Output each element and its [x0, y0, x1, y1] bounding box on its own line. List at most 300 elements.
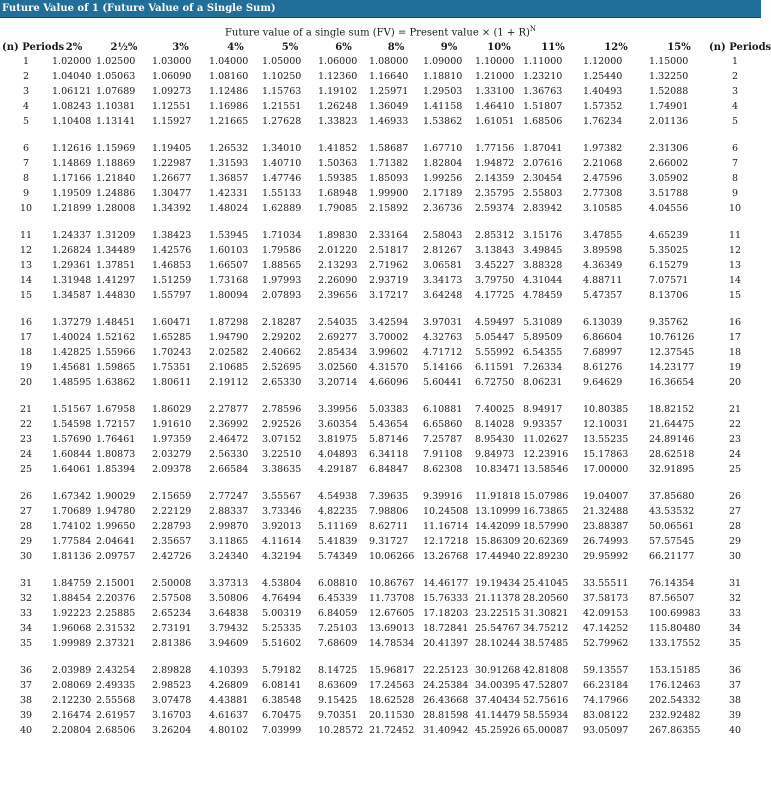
period-cell-right: 21	[728, 404, 742, 415]
period-cell: 3	[22, 86, 30, 97]
table-row	[0, 288, 761, 303]
value-cell: 9.39916	[423, 491, 463, 502]
value-cell: 2.22129	[152, 506, 192, 517]
value-cell: 17.00000	[583, 464, 629, 475]
value-cell: 52.79962	[583, 638, 629, 649]
value-cell: 12.17218	[423, 536, 469, 547]
table-body	[0, 54, 761, 738]
value-cell: 15.96817	[369, 665, 415, 676]
value-cell: 3.02560	[318, 362, 358, 373]
value-cell: 4.66096	[369, 377, 409, 388]
row-group-spacer	[0, 651, 761, 663]
table-row	[0, 606, 761, 621]
period-cell-right: 25	[728, 464, 742, 475]
period-cell-right: 23	[728, 434, 742, 445]
value-cell: 1.19405	[152, 143, 192, 154]
table-row	[0, 201, 761, 216]
value-cell: 2.88337	[209, 506, 249, 517]
value-cell: 1.16640	[369, 71, 409, 82]
period-cell-right: 26	[728, 491, 742, 502]
value-cell: 1.60471	[152, 317, 192, 328]
value-cell: 3.05902	[649, 173, 689, 184]
value-cell: 2.81386	[152, 638, 192, 649]
value-cell: 10.83471	[475, 464, 521, 475]
period-cell-right: 11	[728, 230, 742, 241]
period-cell: 26	[19, 491, 33, 502]
value-cell: 2.14359	[475, 173, 515, 184]
value-cell: 10.86767	[369, 578, 415, 589]
value-cell: 74.17966	[583, 695, 629, 706]
value-cell: 32.91895	[649, 464, 695, 475]
value-cell: 2.66002	[649, 158, 689, 169]
value-cell: 1.21551	[262, 101, 302, 112]
value-cell: 1.94780	[96, 506, 136, 517]
value-cell: 17.18203	[423, 608, 469, 619]
value-cell: 1.92223	[52, 608, 92, 619]
value-cell: 1.52088	[649, 86, 689, 97]
period-cell: 35	[19, 638, 33, 649]
value-cell: 1.36857	[209, 173, 249, 184]
value-cell: 2.20376	[96, 593, 136, 604]
value-cell: 1.70243	[152, 347, 192, 358]
value-cell: 1.37851	[96, 260, 136, 271]
period-cell: 17	[19, 332, 33, 343]
value-cell: 1.41852	[318, 143, 358, 154]
value-cell: 1.97359	[152, 434, 192, 445]
period-cell-right: 35	[728, 638, 742, 649]
value-cell: 34.75212	[523, 623, 569, 634]
value-cell: 2.03279	[152, 449, 192, 460]
value-cell: 1.73168	[209, 275, 249, 286]
value-cell: 1.59865	[96, 362, 136, 373]
value-cell: 8.95430	[475, 434, 515, 445]
formula-exponent: N	[529, 25, 537, 33]
value-cell: 1.42331	[209, 188, 249, 199]
table-row	[0, 186, 761, 201]
value-cell: 20.41397	[423, 638, 469, 649]
value-cell: 47.14252	[583, 623, 629, 634]
period-cell: 24	[19, 449, 33, 460]
value-cell: 1.88454	[52, 593, 92, 604]
value-cell: 37.40434	[475, 695, 521, 706]
value-cell: 1.44830	[96, 290, 136, 301]
value-cell: 4.10393	[209, 665, 249, 676]
value-cell: 5.11169	[318, 521, 358, 532]
value-cell: 1.10408	[52, 116, 92, 127]
value-cell: 1.90029	[96, 491, 136, 502]
value-cell: 2.85434	[318, 347, 358, 358]
table-row	[0, 678, 761, 693]
value-cell: 6.84059	[318, 608, 358, 619]
value-cell: 4.54938	[318, 491, 358, 502]
value-cell: 1.29361	[52, 260, 92, 271]
value-cell: 1.40493	[583, 86, 623, 97]
table-row	[0, 504, 761, 519]
value-cell: 9.93357	[523, 419, 563, 430]
table-row	[0, 99, 761, 114]
value-cell: 2.56330	[209, 449, 249, 460]
value-cell: 2.36736	[423, 203, 463, 214]
value-cell: 20.62369	[523, 536, 569, 547]
value-cell: 18.82152	[649, 404, 695, 415]
value-cell: 1.99256	[423, 173, 463, 184]
value-cell: 2.25885	[96, 608, 136, 619]
table-row	[0, 708, 761, 723]
value-cell: 1.57690	[52, 434, 92, 445]
value-cell: 1.97993	[262, 275, 302, 286]
rate-header: 2%	[65, 41, 83, 53]
value-cell: 4.31570	[369, 362, 409, 373]
value-cell: 4.04893	[318, 449, 358, 460]
table-row	[0, 417, 761, 432]
value-cell: 1.53945	[209, 230, 249, 241]
spacer-cell	[0, 390, 761, 402]
value-cell: 1.76234	[583, 116, 623, 127]
value-cell: 1.04040	[52, 71, 92, 82]
value-cell: 2.46472	[209, 434, 249, 445]
value-cell: 19.19434	[475, 578, 521, 589]
value-cell: 1.58687	[369, 143, 409, 154]
value-cell: 1.10000	[475, 56, 515, 67]
value-cell: 1.42825	[52, 347, 92, 358]
table-row	[0, 636, 761, 651]
value-cell: 1.33823	[318, 116, 358, 127]
value-cell: 2.16474	[52, 710, 92, 721]
value-cell: 100.69983	[649, 608, 701, 619]
value-cell: 2.66584	[209, 464, 249, 475]
table-row	[0, 693, 761, 708]
value-cell: 2.01136	[649, 116, 689, 127]
value-cell: 1.80611	[152, 377, 192, 388]
value-cell: 2.98523	[152, 680, 192, 691]
row-group-spacer	[0, 390, 761, 402]
value-cell: 3.45227	[475, 260, 515, 271]
value-cell: 52.75616	[523, 695, 569, 706]
value-cell: 1.79586	[262, 245, 302, 256]
value-cell: 3.50806	[209, 593, 249, 604]
table-row	[0, 549, 761, 564]
value-cell: 7.25103	[318, 623, 358, 634]
value-cell: 1.99900	[369, 188, 409, 199]
value-cell: 5.31089	[523, 317, 563, 328]
value-cell: 1.25971	[369, 86, 409, 97]
period-cell-right: 40	[728, 725, 742, 736]
period-cell: 30	[19, 551, 33, 562]
table-row	[0, 534, 761, 549]
table-row	[0, 723, 761, 738]
value-cell: 1.37279	[52, 317, 92, 328]
value-cell: 6.15279	[649, 260, 689, 271]
value-cell: 3.94609	[209, 638, 249, 649]
value-cell: 1.31948	[52, 275, 92, 286]
period-cell: 13	[19, 260, 33, 271]
value-cell: 9.84973	[475, 449, 515, 460]
period-cell: 36	[19, 665, 33, 676]
period-cell: 4	[22, 101, 30, 112]
value-cell: 2.55803	[523, 188, 563, 199]
value-cell: 4.11614	[262, 536, 302, 547]
value-cell: 1.41158	[423, 101, 463, 112]
value-cell: 1.08000	[369, 56, 409, 67]
value-cell: 1.63862	[96, 377, 136, 388]
value-cell: 87.56507	[649, 593, 695, 604]
value-cell: 17.24563	[369, 680, 415, 691]
spacer-cell	[0, 303, 761, 315]
value-cell: 45.25926	[475, 725, 521, 736]
value-cell: 34.00395	[475, 680, 521, 691]
value-cell: 3.42594	[369, 317, 409, 328]
value-cell: 1.09273	[152, 86, 192, 97]
value-cell: 19.04007	[583, 491, 629, 502]
value-cell: 1.23210	[523, 71, 563, 82]
value-cell: 2.21068	[583, 158, 623, 169]
value-cell: 2.09757	[96, 551, 136, 562]
value-cell: 1.87298	[209, 317, 249, 328]
value-cell: 6.84847	[369, 464, 409, 475]
value-cell: 7.40025	[475, 404, 515, 415]
value-cell: 1.26532	[209, 143, 249, 154]
value-cell: 6.08810	[318, 578, 358, 589]
period-cell-right: 5	[731, 116, 739, 127]
value-cell: 23.22515	[475, 608, 521, 619]
value-cell: 1.76461	[96, 434, 136, 445]
table-row	[0, 141, 761, 156]
value-cell: 1.94790	[209, 332, 249, 343]
period-cell: 39	[19, 710, 33, 721]
value-cell: 8.62711	[369, 521, 409, 532]
value-cell: 3.64248	[423, 290, 463, 301]
row-group-spacer	[0, 216, 761, 228]
value-cell: 1.36763	[523, 86, 563, 97]
value-cell: 3.55567	[262, 491, 302, 502]
value-cell: 1.12551	[152, 101, 192, 112]
period-cell: 18	[19, 347, 33, 358]
value-cell: 2.31306	[649, 143, 689, 154]
value-cell: 2.68506	[96, 725, 136, 736]
value-cell: 2.17189	[423, 188, 463, 199]
period-cell: 27	[19, 506, 33, 517]
period-cell-right: 17	[728, 332, 742, 343]
period-cell: 5	[22, 116, 30, 127]
table-row	[0, 330, 761, 345]
value-cell: 1.12486	[209, 86, 249, 97]
value-cell: 2.03989	[52, 665, 92, 676]
value-cell: 5.05447	[475, 332, 515, 343]
value-cell: 5.25335	[262, 623, 302, 634]
period-cell-right: 27	[728, 506, 742, 517]
value-cell: 3.97031	[423, 317, 463, 328]
spacer-cell	[0, 477, 761, 489]
period-cell-right: 13	[728, 260, 742, 271]
period-cell: 7	[22, 158, 30, 169]
value-cell: 3.39956	[318, 404, 358, 415]
value-cell: 3.07152	[262, 434, 302, 445]
value-cell: 10.80385	[583, 404, 629, 415]
period-cell-right: 18	[728, 347, 742, 358]
table-row	[0, 171, 761, 186]
value-cell: 1.32250	[649, 71, 689, 82]
value-cell: 1.64061	[52, 464, 92, 475]
value-cell: 3.37313	[209, 578, 249, 589]
value-cell: 4.29187	[318, 464, 358, 475]
value-cell: 6.11591	[475, 362, 515, 373]
value-cell: 7.68609	[318, 638, 358, 649]
value-cell: 7.68997	[583, 347, 623, 358]
value-cell: 25.41045	[523, 578, 569, 589]
value-cell: 1.42576	[152, 245, 192, 256]
rate-header: 15%	[667, 41, 691, 53]
value-cell: 1.53862	[423, 116, 463, 127]
row-group-spacer	[0, 564, 761, 576]
value-cell: 2.40662	[262, 347, 302, 358]
value-cell: 4.88711	[583, 275, 623, 286]
value-cell: 6.86604	[583, 332, 623, 343]
value-cell: 13.26768	[423, 551, 469, 562]
period-cell: 1	[22, 56, 30, 67]
value-cell: 5.55992	[475, 347, 515, 358]
value-cell: 1.60103	[209, 245, 249, 256]
value-cell: 6.34118	[369, 449, 409, 460]
value-cell: 4.80102	[209, 725, 249, 736]
period-cell-right: 12	[728, 245, 742, 256]
value-cell: 2.27877	[209, 404, 249, 415]
future-value-table	[0, 40, 771, 738]
period-cell: 8	[22, 173, 30, 184]
period-cell-right: 10	[728, 203, 742, 214]
value-cell: 2.93719	[369, 275, 409, 286]
period-cell: 14	[19, 275, 33, 286]
value-cell: 3.26204	[152, 725, 192, 736]
period-cell: 12	[19, 245, 33, 256]
value-cell: 1.61051	[475, 116, 515, 127]
value-cell: 5.51602	[262, 638, 302, 649]
value-cell: 2.65234	[152, 608, 192, 619]
value-cell: 1.12000	[583, 56, 623, 67]
value-cell: 25.54767	[475, 623, 521, 634]
value-cell: 6.72750	[475, 377, 515, 388]
value-cell: 42.09153	[583, 608, 629, 619]
value-cell: 1.91610	[152, 419, 192, 430]
value-cell: 17.44940	[475, 551, 521, 562]
value-cell: 1.45681	[52, 362, 92, 373]
value-cell: 3.22510	[262, 449, 302, 460]
value-cell: 2.02582	[209, 347, 249, 358]
value-cell: 21.64475	[649, 419, 695, 430]
period-cell: 40	[19, 725, 33, 736]
table-row	[0, 447, 761, 462]
value-cell: 5.00319	[262, 608, 302, 619]
value-cell: 1.14869	[52, 158, 92, 169]
value-cell: 1.55966	[96, 347, 136, 358]
value-cell: 2.18287	[262, 317, 302, 328]
period-cell-right: 29	[728, 536, 742, 547]
value-cell: 2.33164	[369, 230, 409, 241]
value-cell: 5.89509	[523, 332, 563, 343]
period-cell-right: 33	[728, 608, 742, 619]
value-cell: 18.62528	[369, 695, 415, 706]
value-cell: 1.06090	[152, 71, 192, 82]
value-cell: 1.77156	[475, 143, 515, 154]
value-cell: 1.10250	[262, 71, 302, 82]
value-cell: 5.74349	[318, 551, 358, 562]
value-cell: 5.60441	[423, 377, 463, 388]
period-cell: 20	[19, 377, 33, 388]
value-cell: 1.06000	[318, 56, 358, 67]
value-cell: 1.08160	[209, 71, 249, 82]
value-cell: 1.19102	[318, 86, 358, 97]
value-cell: 2.47596	[583, 173, 623, 184]
value-cell: 4.78459	[523, 290, 563, 301]
value-cell: 4.32194	[262, 551, 302, 562]
value-cell: 2.52695	[262, 362, 302, 373]
value-cell: 24.89146	[649, 434, 695, 445]
value-cell: 2.31532	[96, 623, 136, 634]
table-row	[0, 519, 761, 534]
table-row	[0, 663, 761, 678]
value-cell: 22.25123	[423, 665, 469, 676]
period-cell: 19	[19, 362, 33, 373]
value-cell: 2.35795	[475, 188, 515, 199]
period-cell: 6	[22, 143, 30, 154]
value-cell: 3.81975	[318, 434, 358, 445]
period-cell-right: 9	[731, 188, 739, 199]
period-cell: 34	[19, 623, 33, 634]
value-cell: 1.47746	[262, 173, 302, 184]
value-cell: 2.30454	[523, 173, 563, 184]
value-cell: 14.23177	[649, 362, 695, 373]
value-cell: 1.88565	[262, 260, 302, 271]
value-cell: 42.81808	[523, 665, 569, 676]
value-cell: 2.15659	[152, 491, 192, 502]
value-cell: 7.07571	[649, 275, 689, 286]
value-cell: 1.12360	[318, 71, 358, 82]
value-cell: 30.91268	[475, 665, 521, 676]
value-cell: 1.86029	[152, 404, 192, 415]
value-cell: 24.25384	[423, 680, 469, 691]
value-cell: 2.85312	[475, 230, 515, 241]
value-cell: 2.57508	[152, 593, 192, 604]
period-cell-right: 24	[728, 449, 742, 460]
value-cell: 4.53804	[262, 578, 302, 589]
value-cell: 4.59497	[475, 317, 515, 328]
period-cell: 38	[19, 695, 33, 706]
value-cell: 1.21899	[52, 203, 92, 214]
value-cell: 4.43881	[209, 695, 249, 706]
value-cell: 8.06231	[523, 377, 563, 388]
period-cell-right: 36	[728, 665, 742, 676]
value-cell: 1.15927	[152, 116, 192, 127]
value-cell: 2.36992	[209, 419, 249, 430]
value-cell: 11.91818	[475, 491, 521, 502]
value-cell: 3.11865	[209, 536, 249, 547]
value-cell: 10.76126	[649, 332, 695, 343]
value-cell: 1.34587	[52, 290, 92, 301]
value-cell: 1.02000	[52, 56, 92, 67]
value-cell: 1.59385	[318, 173, 358, 184]
value-cell: 14.46177	[423, 578, 469, 589]
value-cell: 13.58546	[523, 464, 569, 475]
period-cell: 23	[19, 434, 33, 445]
value-cell: 65.00087	[523, 725, 569, 736]
value-cell: 2.07893	[262, 290, 302, 301]
table-row	[0, 345, 761, 360]
value-cell: 33.55511	[583, 578, 629, 589]
value-cell: 1.15000	[649, 56, 689, 67]
value-cell: 1.03000	[152, 56, 192, 67]
value-cell: 50.06561	[649, 521, 695, 532]
value-cell: 9.15425	[318, 695, 358, 706]
spacer-cell	[0, 651, 761, 663]
